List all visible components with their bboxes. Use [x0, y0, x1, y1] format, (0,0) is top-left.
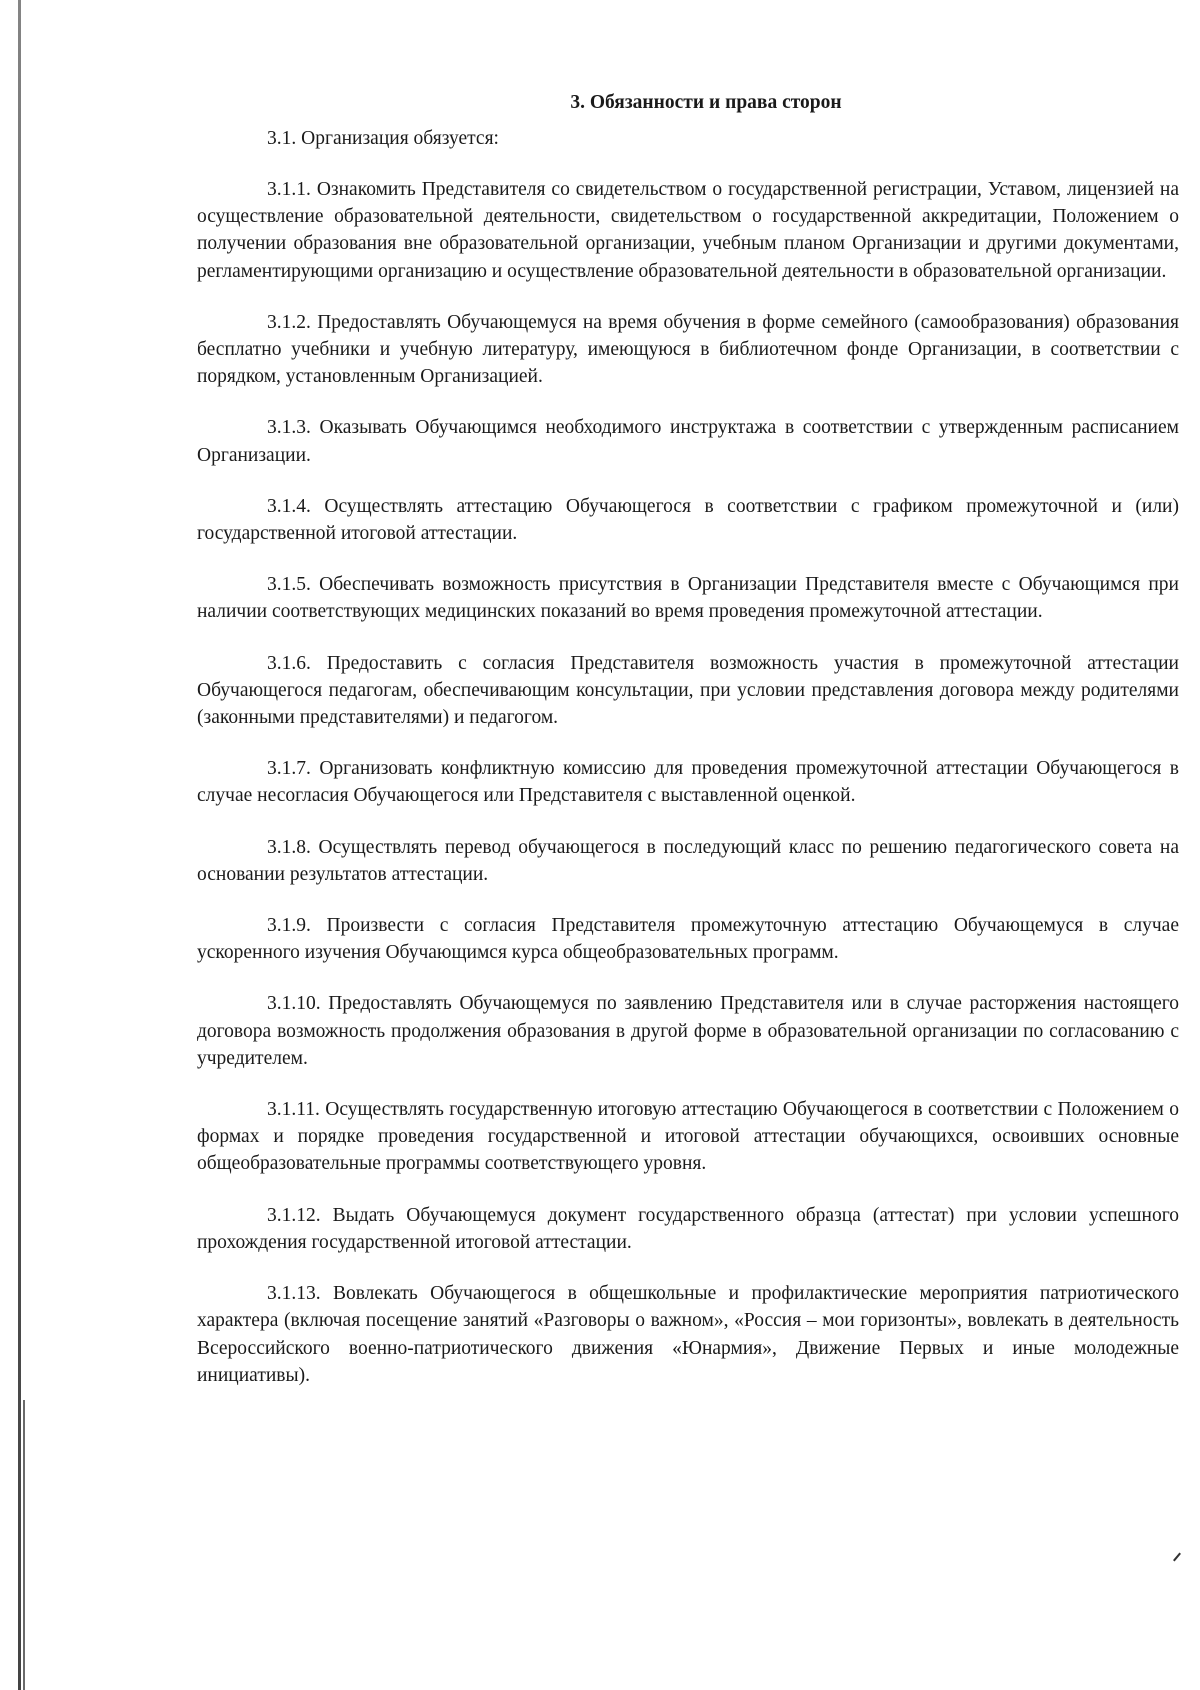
clause-3-1-5: 3.1.5. Обеспечивать возможность присутствия в Организации Представителя вместе с Обучающимся при наличии соответствующих медицинских показаний во время проведения промежуточной аттестации.: [197, 574, 1179, 623]
clause-3-1-9: 3.1.9. Произвести с согласия Представителя промежуточную аттестацию Обучающемуся в случае ускоренного изучения Обучающимся курса общеобразовательных программ.: [197, 915, 1179, 964]
clause-3-1-2: 3.1.2. Предоставлять Обучающемуся на время обучения в форме семейного (самообразования) образования бесплатно учебники и учебную литературу, имеющуюся в библиотечном фонде Организации, в соответствии с порядком, установленным Организацией.: [197, 311, 1179, 388]
clause-3-1-13: 3.1.13. Вовлекать Обучающегося в общешкольные и профилактические мероприятия патриотического характера (включая посещение занятий «Разговоры о важном», «Россия – мои горизонты», вовлекать в деятельность Всероссийского военно-патриотического движения «Юнармия», Движение Первых и иные молодежные инициативы).: [197, 1283, 1179, 1386]
scan-edge-shadow-lower: [23, 1400, 25, 1690]
clause-3-1-4: 3.1.4. Осуществлять аттестацию Обучающегося в соответствии с графиком промежуточной и (или) государственной итоговой аттестации.: [197, 495, 1179, 545]
section-lead: 3.1. Организация обязуется:: [267, 128, 499, 149]
clause-3-1-11: 3.1.11. Осуществлять государственную итоговую аттестацию Обучающегося в соответствии с Положением о формах и порядке проведения государственной и итоговой аттестации обучающихся, освоивших основные общеобразовательные программы соответствующего уровня.: [197, 1099, 1179, 1175]
clause-3-1-7: 3.1.7. Организовать конфликтную комиссию для проведения промежуточной аттестации Обучающегося в случае несогласия Обучающегося или Представителя с выставленной оценкой.: [197, 758, 1179, 807]
section-title: 3. Обязанности и права сторон: [570, 92, 842, 113]
clause-3-1-6: 3.1.6. Предоставить с согласия Представителя возможность участия в промежуточной аттестации Обучающегося педагогам, обеспечивающим консультации, при условии представления договора между родителями (законными представителями) и педагогом.: [197, 652, 1179, 729]
document-page: [197, 90, 1179, 1410]
clause-3-1-12: 3.1.12. Выдать Обучающемуся документ государственного образца (аттестат) при условии успешного прохождения государственной итоговой аттестации.: [197, 1204, 1179, 1253]
scan-edge-shadow: [18, 0, 21, 1690]
clause-3-1-1: 3.1.1. Ознакомить Представителя со свидетельством о государственной регистрации, Уставом, лицензией на осуществление образовательной деятельности, свидетельством о государственной аккредитации, Положением о получении образования вне образовательной организации, учебным планом Организации и другими документами, регламентирующими организацию и осуществление образовательной деятельности в образовательной организации.: [197, 179, 1179, 282]
clause-3-1-3: 3.1.3. Оказывать Обучающимся необходимого инструктажа в соответствии с утвержденным расписанием Организации.: [197, 417, 1179, 466]
pen-mark: [1173, 1553, 1181, 1562]
clause-3-1-10: 3.1.10. Предоставлять Обучающемуся по заявлению Представителя или в случае расторжения настоящего договора возможность продолжения образования в другой форме в образовательной организации по согласованию с учредителем.: [197, 993, 1179, 1069]
clause-3-1-8: 3.1.8. Осуществлять перевод обучающегося в последующий класс по решению педагогического совета на основании результатов аттестации.: [197, 836, 1179, 885]
